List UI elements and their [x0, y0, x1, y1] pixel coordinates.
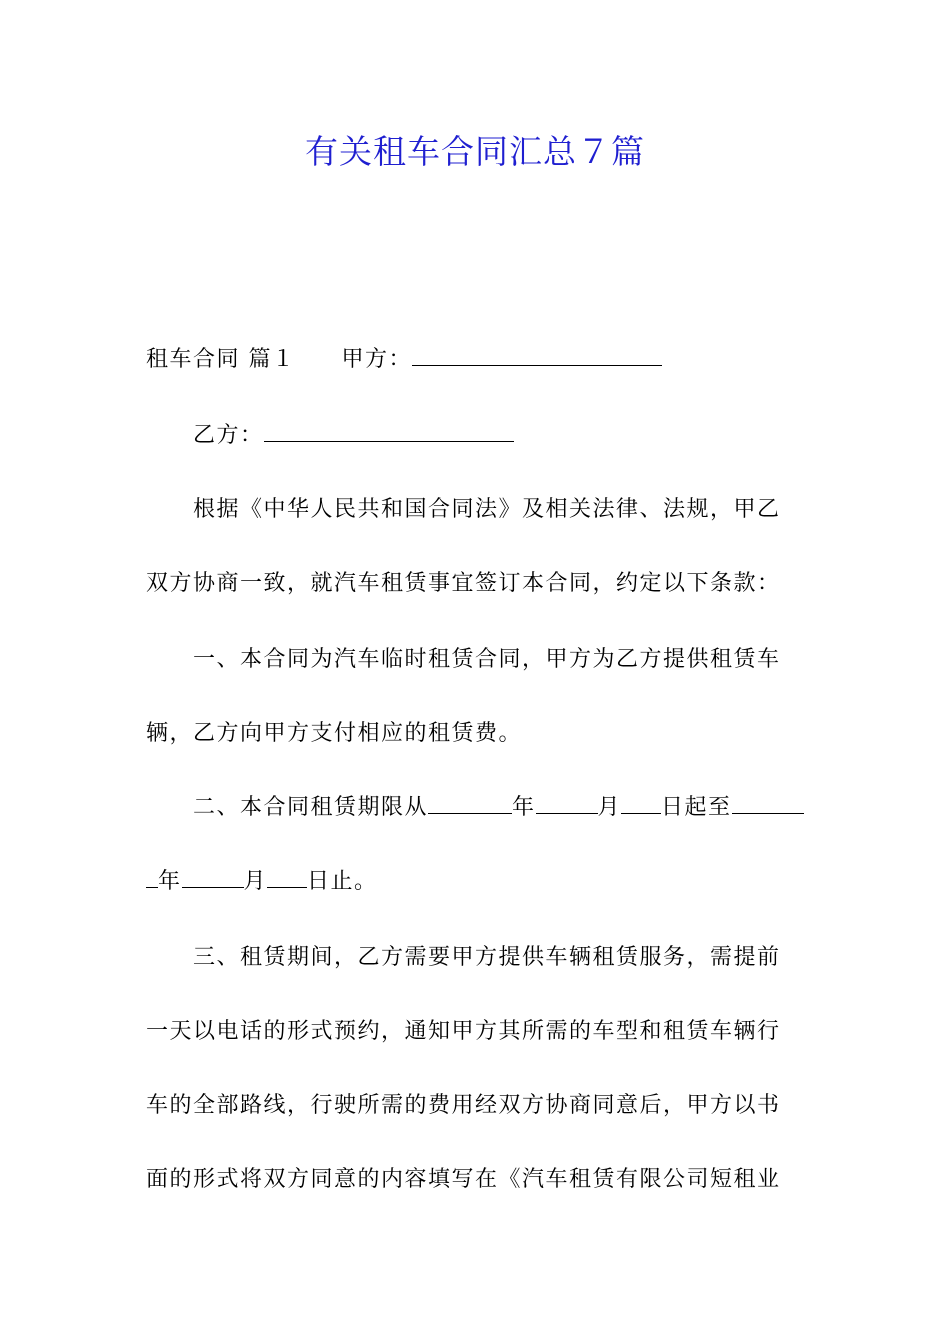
end-year-blank-cont	[146, 873, 158, 888]
document-title: 有关租车合同汇总７篇	[305, 132, 645, 171]
month-label: 月	[243, 869, 268, 894]
end-day-blank	[267, 873, 307, 888]
party-a-label: 甲方：	[341, 347, 413, 372]
party-b-line	[193, 418, 858, 454]
day-end-label: 日止。	[307, 869, 378, 894]
paragraph-line: 面的形式将双方同意的内容填写在《汽车租赁有限公司短租业	[146, 1167, 781, 1192]
day-from-label: 日起至	[661, 795, 732, 820]
start-day-blank	[621, 799, 661, 814]
start-month-blank	[536, 799, 598, 814]
paragraph-line: 双方协商一致，就汽车租赁事宜签订本合同，约定以下条款：	[146, 571, 781, 596]
month-label: 月	[597, 795, 622, 820]
end-year-blank	[732, 799, 804, 814]
start-year-blank	[428, 799, 512, 814]
paragraph-line: 根据《中华人民共和国合同法》及相关法律、法规，甲乙	[193, 497, 781, 522]
paragraph-line: 一天以电话的形式预约，通知甲方其所需的车型和租赁车辆行	[146, 1019, 781, 1044]
lease-period-text: 二、本合同租赁期限从	[193, 795, 429, 820]
party-a-blank	[412, 351, 662, 366]
lease-period-line	[193, 790, 858, 826]
lease-period-end-line	[146, 864, 811, 900]
year-label: 年	[512, 795, 536, 820]
paragraph-line: 一、本合同为汽车临时租赁合同，甲方为乙方提供租赁车	[193, 647, 781, 672]
party-b-label: 乙方：	[193, 423, 264, 448]
contract-section-label: 租车合同 篇１	[146, 347, 296, 372]
paragraph-line: 三、租赁期间，乙方需要甲方提供车辆租赁服务，需提前	[193, 945, 781, 970]
paragraph-line: 车的全部路线，行驶所需的费用经双方协商同意后，甲方以书	[146, 1093, 781, 1118]
year-label: 年	[158, 869, 182, 894]
end-month-blank	[182, 873, 244, 888]
paragraph-line: 辆，乙方向甲方支付相应的租赁费。	[146, 721, 523, 746]
contract-header-line	[146, 342, 811, 378]
party-b-blank	[264, 427, 514, 442]
